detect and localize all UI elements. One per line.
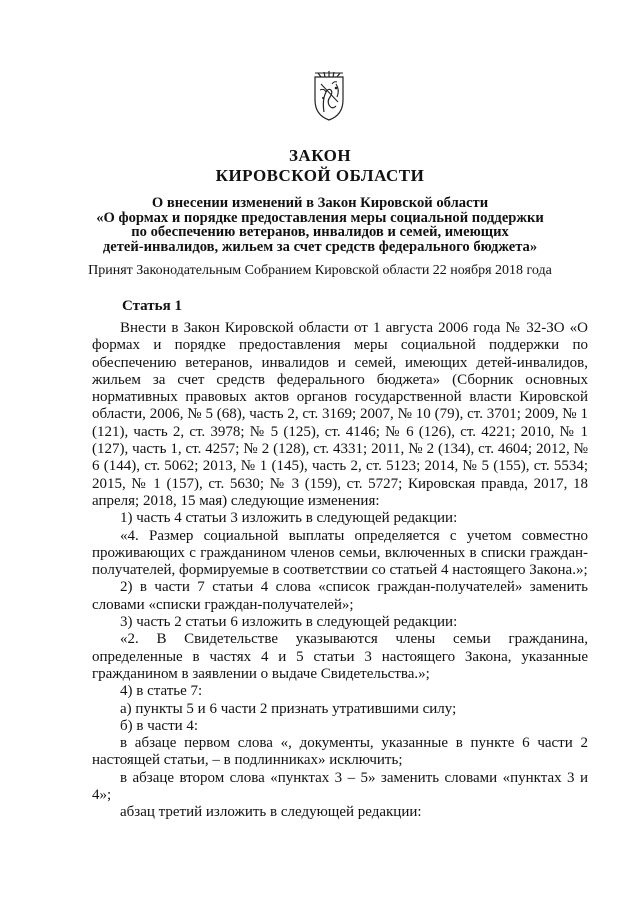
article-title: Статья 1 (122, 298, 182, 314)
paragraph: 1) часть 4 статьи 3 изложить в следующей редакции: (120, 510, 458, 527)
law-title: ЗАКОН (288, 146, 352, 165)
law-region: КИРОВСКОЙ ОБЛАСТИ (215, 166, 425, 185)
paragraph: абзац третий изложить в следующей редакции: (120, 804, 422, 821)
paragraph: 4) в статье 7: (120, 683, 203, 700)
subject-line: О внесении изменений в Закон Кировской области (151, 195, 489, 211)
paragraph: «2. В Свидетельстве указываются члены семьи гражданина, определенные в частях 4 и 5 статьи 3 настоящего Закона, указанные гражданином в заявлении о выдаче Свидетельства.»; (92, 631, 588, 682)
law-subject (90, 196, 550, 254)
article-body (92, 320, 588, 822)
paragraph: 3) часть 2 статьи 6 изложить в следующей редакции: (120, 614, 458, 631)
subject-line: детей-инвалидов, жильем за счет средств федерального бюджета» (102, 238, 538, 255)
paragraph: в абзаце втором слова «пунктах 3 – 5» заменить словами «пунктах 3 и 4»; (92, 769, 588, 804)
paragraph: б) в части 4: (120, 717, 199, 734)
adoption-note: Принят Законодательным Собранием Кировской области 22 ноября 2018 года (88, 263, 552, 278)
paragraph: Внести в Закон Кировской области от 1 августа 2006 года № 32-ЗО «О формах и порядке предоставления меры социальной поддержки по обеспечению ветеранов, инвалидов и семей, имеющих детей-инвалидов, жильем за счет средств федерального бюджета» (Сборник основных нормативных правовых актов органов государственной власти Кировской области, 2006, № 5 (68), часть 2, ст. 3169; 2007, № 10 (79), ст. 3701; 2009, № 1 (121), часть 2, ст. 3978; № 5 (125), ст. 4146; № 6 (126), ст. 4221; 2010, № 1 (127), часть 1, ст. 4257; № 2 (128), ст. 4331; 2011, № 2 (134), ст. 4604; 2012, № 6 (144), ст. 5062; 2013, № 1 (145), часть 2, ст. 5123; 2014, № 5 (155), ст. 5534; 2015, № 1 (157), ст. 5630; № 3 (159), ст. 5727; Кировская правда, 2017, 18 апреля; 2018, 15 мая) следующие изменения: (92, 320, 588, 509)
subject-line: по обеспечению ветеранов, инвалидов и семей, имеющих (131, 224, 509, 241)
coat-of-arms-emblem-icon (306, 70, 352, 122)
subject-line: «О формах и порядке предоставления меры социальной поддержки (96, 209, 544, 226)
paragraph: «4. Размер социальной выплаты определяется с учетом совместно проживающих с гражданином членов семьи, включенных в списки граждан-получателей, формируемые в соответствии со статьей 4 настоящего Закона.»; (92, 527, 588, 579)
paragraph: 2) в части 7 статьи 4 слова «список граждан-получателей» заменить словами «списки граждан-получателей»; (92, 579, 588, 613)
paragraph: в абзаце первом слова «, документы, указанные в пункте 6 части 2 настоящей статьи, – в подлинниках» исключить; (92, 735, 588, 769)
paragraph: а) пункты 5 и 6 части 2 признать утратившими силу; (120, 700, 457, 717)
